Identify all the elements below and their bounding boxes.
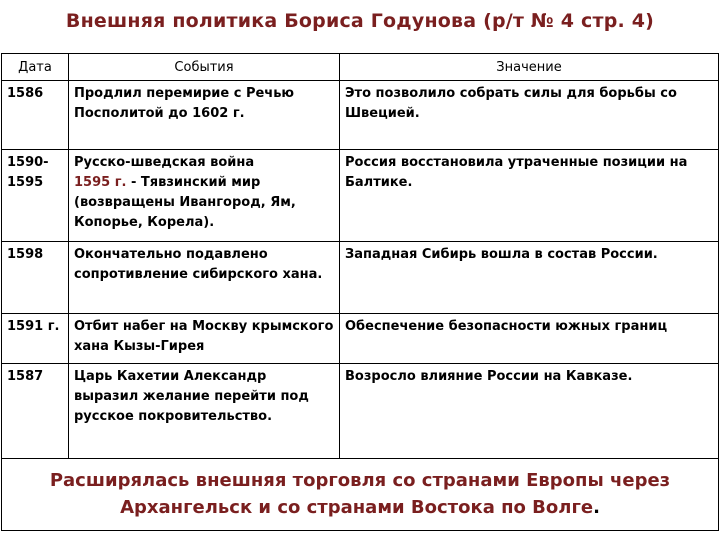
row-date: 1591 г. xyxy=(2,314,69,364)
event-text: Русско-шведская война xyxy=(74,155,255,170)
row-date: 1598 xyxy=(2,242,69,314)
row-event: Окончательно подавлено сопротивление сибирского хана. xyxy=(69,242,340,314)
row-date: 1590-1595 xyxy=(2,150,69,242)
row-meaning: Россия восстановила утраченные позиции на Балтике. xyxy=(340,150,719,242)
table-header-row xyxy=(2,54,719,81)
row-event: Продлил перемирие с Речью Посполитой до 1602 г. xyxy=(69,81,340,150)
table-row xyxy=(2,242,719,314)
row-meaning: Возросло влияние России на Кавказе. xyxy=(340,364,719,459)
row-event xyxy=(69,150,340,242)
header-meaning: Значение xyxy=(340,54,719,81)
table-row xyxy=(2,314,719,364)
header-date: Дата xyxy=(2,54,69,81)
row-meaning: Западная Сибирь вошла в состав России. xyxy=(340,242,719,314)
page-title: Внешняя политика Бориса Годунова (р/т № 4 стр. 4) xyxy=(65,10,655,32)
row-event: Царь Кахетии Александр выразил желание перейти под русское покровительство. xyxy=(69,364,340,459)
row-meaning: Это позволило собрать силы для борьбы со Швецией. xyxy=(340,81,719,150)
footer-period: . xyxy=(593,496,600,518)
politics-table xyxy=(1,53,719,531)
row-date: 1586 xyxy=(2,81,69,150)
table-row xyxy=(2,364,719,459)
event-year: 1595 г. xyxy=(74,175,127,190)
footer-text: Расширялась внешняя торговля со странами Европы через Архангельск и со странами Востока по Волге xyxy=(49,469,671,518)
event-text-continued: - Тявзинский мир (возвращены Ивангород, Ям, Копорье, Корела). xyxy=(74,175,296,230)
row-meaning: Обеспечение безопасности южных границ xyxy=(340,314,719,364)
footer-row xyxy=(2,459,719,531)
table-row xyxy=(2,81,719,150)
row-date: 1587 xyxy=(2,364,69,459)
row-event: Отбит набег на Москву крымского хана Кызы-Гирея xyxy=(69,314,340,364)
footer-note xyxy=(2,459,719,531)
header-events: События xyxy=(69,54,340,81)
table-row xyxy=(2,150,719,242)
